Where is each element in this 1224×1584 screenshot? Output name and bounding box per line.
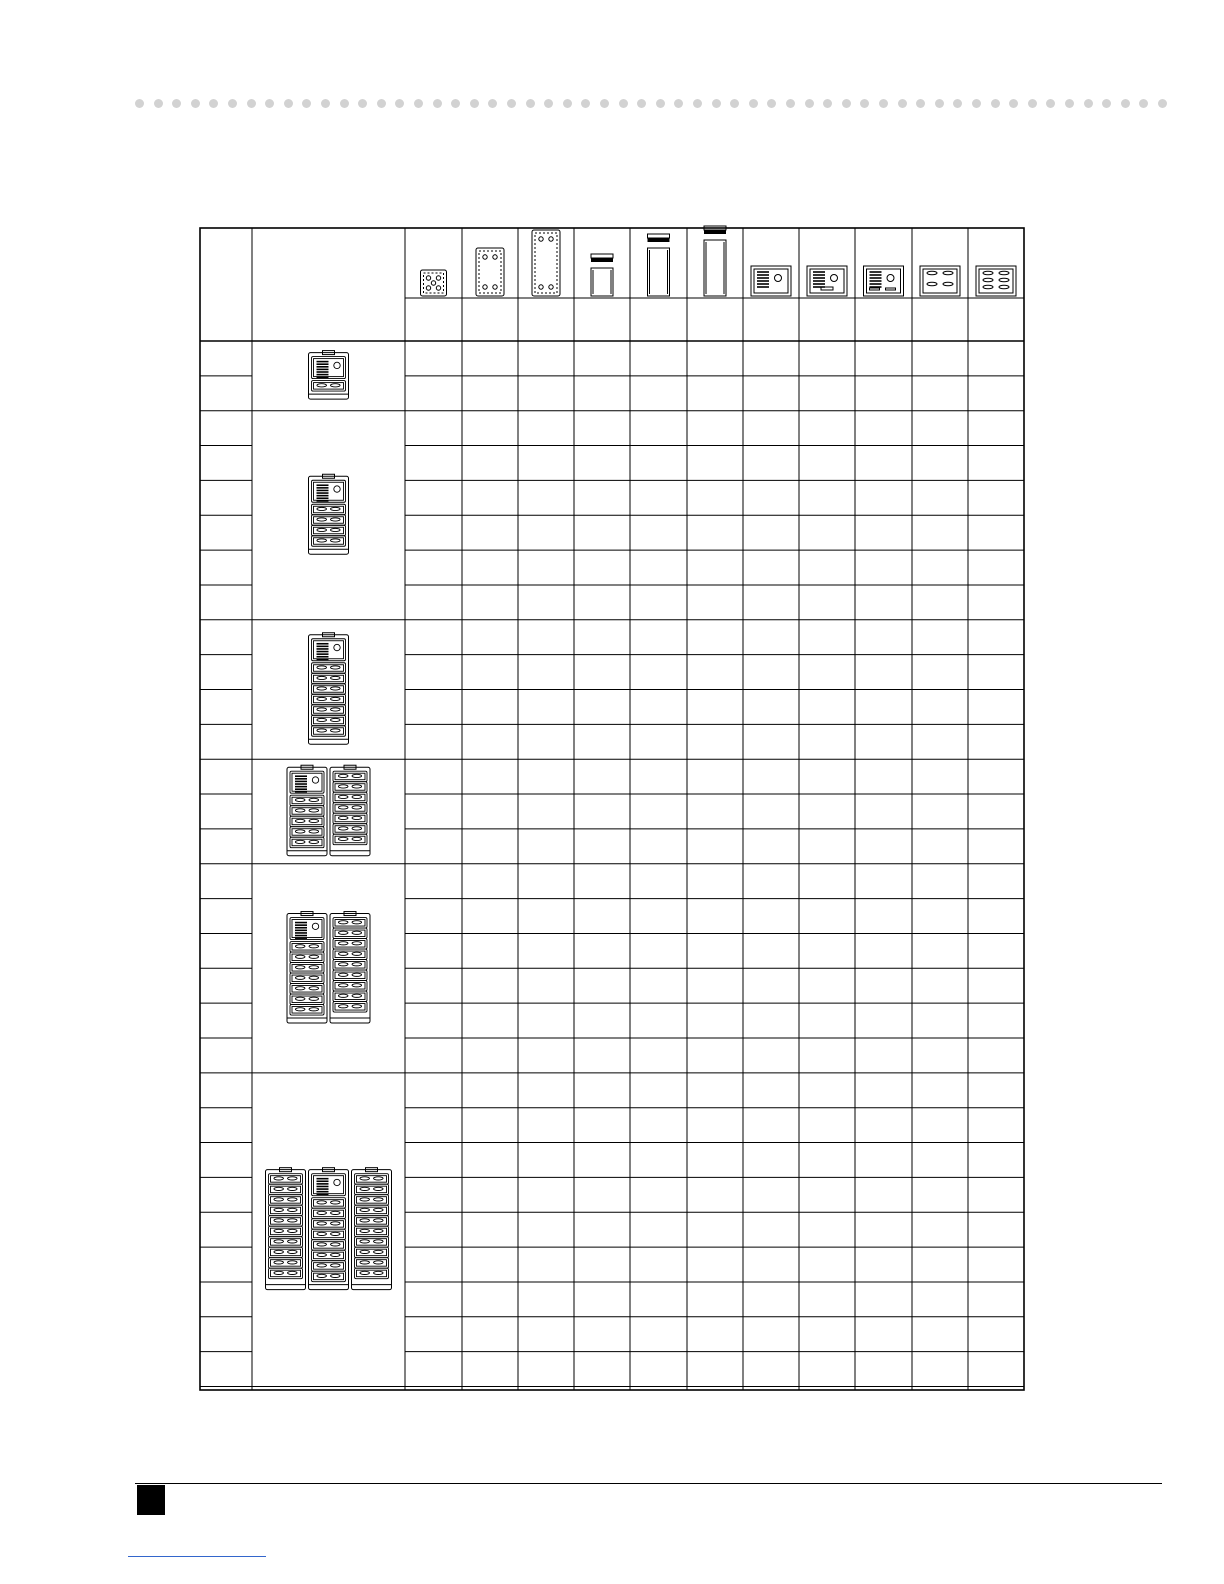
medium-backbox-icon xyxy=(648,234,670,296)
panel-2-column-icon xyxy=(287,765,370,856)
speaker-keypad-module-icon xyxy=(807,266,847,296)
panel-2-module-icon xyxy=(309,474,349,554)
box-4-knockouts-icon xyxy=(421,270,447,296)
footer-link[interactable] xyxy=(128,1556,266,1557)
short-backbox-icon xyxy=(591,254,613,296)
box-2x2-knockouts-icon xyxy=(476,248,504,296)
panel-2-column-tall-icon xyxy=(287,912,370,1024)
speaker-keypad-module-icon xyxy=(751,266,791,296)
footer-rule xyxy=(135,1483,1162,1484)
page-number-marker xyxy=(137,1485,165,1515)
panel-3-module-icon xyxy=(309,633,349,745)
six-button-module-icon xyxy=(976,266,1016,296)
panel-3-column-icon xyxy=(266,1168,392,1290)
tall-backbox-icon xyxy=(704,226,726,296)
panel-1-module-icon xyxy=(309,351,349,400)
four-button-module-icon xyxy=(920,266,960,296)
box-tall-knockouts-icon xyxy=(532,230,560,296)
speaker-keypad-module-icon xyxy=(864,266,904,296)
